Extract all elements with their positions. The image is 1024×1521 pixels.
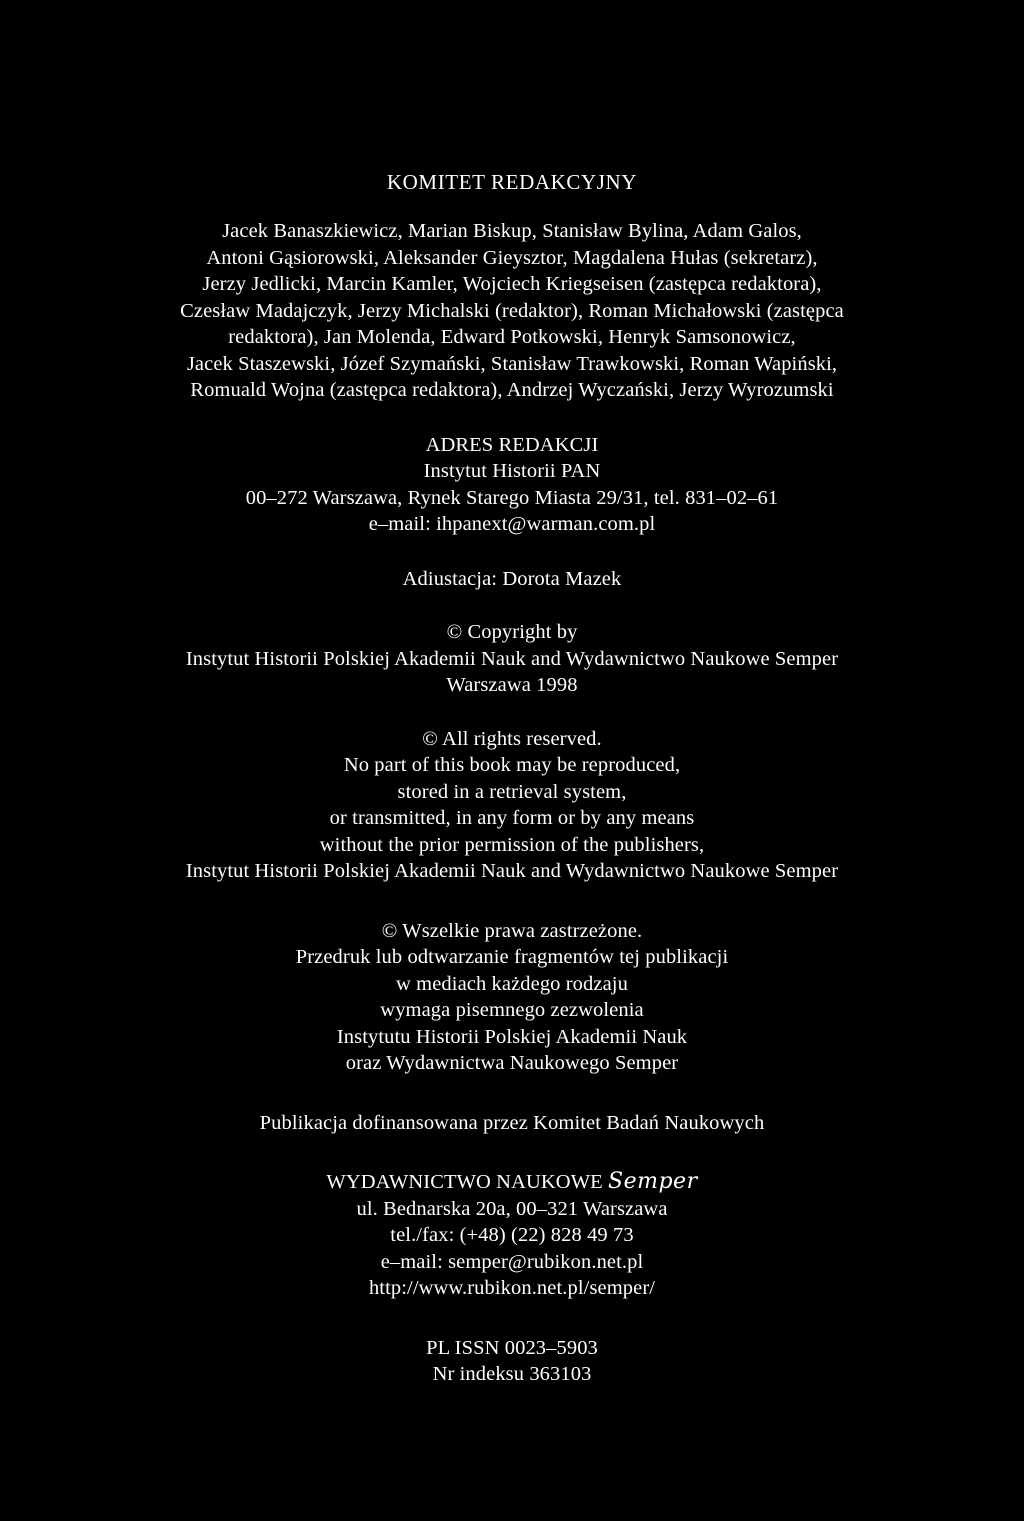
semper-logo: Semper — [608, 1169, 698, 1194]
publisher-name: WYDAWNICTWO NAUKOWE — [326, 1171, 603, 1193]
issn-block — [0, 1335, 1024, 1388]
funding-note: Publikacja dofinansowana przez Komitet Badań Naukowych — [259, 1111, 765, 1134]
rights-english-block — [0, 726, 1024, 885]
committee-line: redaktora), Jan Molenda, Edward Potkowski, Henryk Samsonowicz, — [228, 326, 796, 348]
rights-pl-line: Instytutu Historii Polskiej Akademii Nauk — [336, 1025, 688, 1048]
rights-en-line: © All rights reserved. — [422, 727, 602, 750]
publisher-phone: tel./fax: (+48) (22) 828 49 73 — [390, 1224, 634, 1246]
committee-line: Czesław Madajczyk, Jerzy Michalski (redaktor), Roman Michałowski (zastępca — [180, 299, 844, 322]
rights-en-line: stored in a retrieval system, — [397, 780, 627, 803]
rights-pl-line: Przedruk lub odtwarzanie fragmentów tej publikacji — [295, 946, 729, 968]
rights-en-line: without the prior permission of the publishers, — [319, 833, 705, 856]
committee-line: Jacek Staszewski, Józef Szymański, Stanisław Trawkowski, Roman Wapiński, — [186, 352, 838, 375]
copyright-block — [0, 619, 1024, 699]
address-line: Instytut Historii PAN — [423, 460, 601, 482]
committee-line: Antoni Gąsiorowski, Aleksander Gieysztor, Magdalena Hułas (sekretarz), — [206, 246, 818, 269]
committee-line: Jacek Banaszkiewicz, Marian Biskup, Stanisław Bylina, Adam Galos, — [222, 220, 802, 242]
rights-polish-block — [0, 918, 1024, 1077]
rights-pl-line: oraz Wydawnictwa Naukowego Semper — [345, 1052, 679, 1074]
committee-line: Jerzy Jedlicki, Marcin Kamler, Wojciech Kriegseisen (zastępca redaktora), — [202, 273, 822, 295]
index-number: Nr indeksu 363103 — [432, 1363, 592, 1385]
rights-en-line: or transmitted, in any form or by any means — [329, 807, 695, 829]
publisher-email: e–mail: semper@rubikon.net.pl — [380, 1250, 644, 1273]
committee-line: Romuald Wojna (zastępca redaktora), Andrzej Wyczański, Jerzy Wyrozumski — [190, 379, 834, 401]
publisher-address: ul. Bednarska 20a, 00–321 Warszawa — [356, 1197, 668, 1220]
rights-en-line: No part of this book may be reproduced, — [343, 754, 681, 776]
address-line: 00–272 Warszawa, Rynek Starego Miasta 29/31, tel. 831–02–61 — [245, 486, 779, 509]
rights-en-line: Instytut Historii Polskiej Akademii Nauk and Wydawnictwo Naukowe Semper — [185, 860, 839, 882]
address-block — [0, 432, 1024, 538]
rights-pl-line: © Wszelkie prawa zastrzeżone. — [381, 919, 643, 942]
address-email: e–mail: ihpanext@warman.com.pl — [368, 513, 656, 535]
publisher-heading — [0, 1169, 1024, 1196]
rights-pl-line: wymaga pisemnego zezwolenia — [380, 999, 644, 1021]
editing-credit: Adiustacja: Dorota Mazek — [402, 567, 622, 590]
committee-title: KOMITET REDAKCYJNY — [386, 170, 638, 194]
issn-number: PL ISSN 0023–5903 — [426, 1336, 598, 1359]
rights-pl-line: w mediach każdego rodzaju — [396, 972, 628, 995]
committee-members — [0, 218, 1024, 404]
copyright-line: Instytut Historii Polskiej Akademii Nauk and Wydawnictwo Naukowe Semper — [185, 647, 839, 670]
publisher-block — [0, 1169, 1024, 1302]
copyright-line: © Copyright by — [446, 621, 578, 643]
publisher-website: http://www.rubikon.net.pl/semper/ — [368, 1277, 656, 1299]
address-title: ADRES REDAKCJI — [425, 433, 599, 456]
copyright-line: Warszawa 1998 — [446, 674, 578, 696]
